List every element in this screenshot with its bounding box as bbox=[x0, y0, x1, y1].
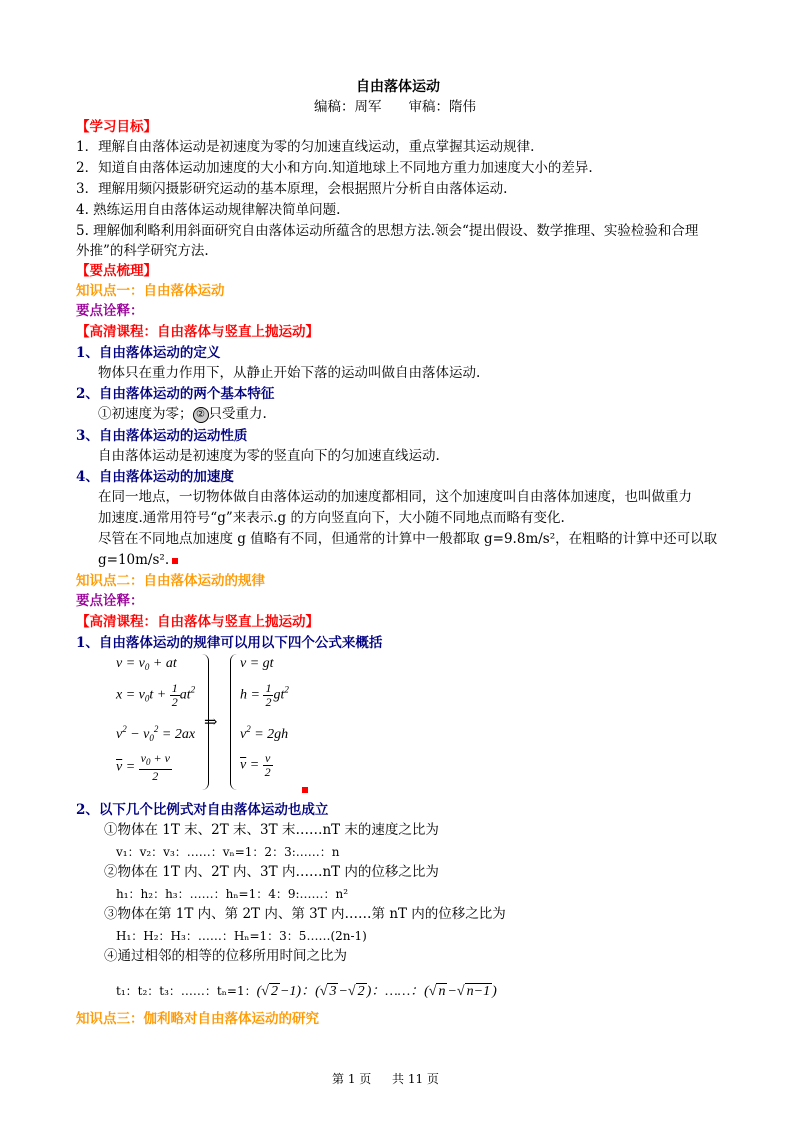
formula-free-velocity: v = gt bbox=[240, 656, 274, 671]
para-acceleration-2: 加速度.通常用符号“g”来表示.g 的方向竖直向下，大小随不同地点而略有变化. bbox=[98, 510, 565, 526]
formula-general-displacement: $x = v_0t$ + $\frac{1}{2}$ $at^2$ bbox=[116, 681, 196, 709]
ratio-2-formula: h₁：h₂：h₃：……：hₙ=1：4：9:……：n² bbox=[116, 887, 349, 901]
heading-formulas: 1、自由落体运动的规律可以用以下四个公式来概括 bbox=[76, 635, 383, 651]
feature-2: 只受重力. bbox=[208, 406, 267, 422]
circled-two-icon: ② bbox=[193, 407, 209, 423]
ratio-3-text: ③物体在第 1T 内、第 2T 内、第 3T 内……第 nT 内的位移之比为 bbox=[104, 906, 506, 922]
ratio-2-text: ②物体在 1T 内、2T 内、3T 内……nT 内的位移之比为 bbox=[104, 864, 439, 880]
knowledge-point-2: 知识点二：自由落体运动的规律 bbox=[76, 573, 265, 589]
ratio-4-formula bbox=[116, 982, 497, 1001]
goals-header: 【学习目标】 bbox=[76, 119, 157, 135]
para-features bbox=[98, 405, 267, 423]
ratio-4-prefix: t₁：t₂：t₃：……：tₙ=1： bbox=[116, 984, 257, 998]
implies-arrow-icon: ⇒ bbox=[204, 712, 218, 731]
ratio-4-text: ④通过相邻的相等的位移所用时间之比为 bbox=[104, 948, 347, 964]
para-nature: 自由落体运动是初速度为零的竖直向下的匀加速直线运动. bbox=[98, 448, 440, 464]
ratio-4-sqrt-terms: (√ 2 −1)：(√ 3 −√ 2 )：……：(√ n −√ n−1 ) bbox=[256, 984, 497, 999]
heading-ratios: 2、以下几个比例式对自由落体运动也成立 bbox=[76, 802, 329, 818]
heading-acceleration: 4、自由落体运动的加速度 bbox=[76, 469, 234, 485]
formula-free-vsquared: $v^2 = 2gh$ bbox=[240, 724, 289, 742]
g-approx-value: g=10m/s². bbox=[98, 552, 170, 568]
goal-2: 2．知道自由落体运动加速度的大小和方向.知道地球上不同地方重力加速度大小的差异. bbox=[76, 160, 593, 176]
formula-block bbox=[112, 654, 312, 794]
goal-3: 3．理解用频闪摄影研究运动的基本原理，会根据照片分析自由落体运动. bbox=[76, 181, 508, 197]
para-definition: 物体只在重力作用下，从静止开始下落的运动叫做自由落体运动. bbox=[98, 365, 481, 381]
formula-general-vsquared: $v^2 - v_0^2 = 2ax$ bbox=[116, 724, 196, 743]
key-point-explain-1: 要点诠释： bbox=[76, 303, 144, 319]
heading-definition: 1、自由落体运动的定义 bbox=[76, 345, 221, 361]
knowledge-point-1: 知识点一：自由落体运动 bbox=[76, 283, 225, 299]
knowledge-point-3: 知识点三：伽利略对自由落体运动的研究 bbox=[76, 1011, 319, 1027]
summary-header: 【要点梳理】 bbox=[76, 263, 157, 279]
goal-5-cont: 外推”的科学研究方法. bbox=[76, 243, 209, 259]
course-link-2: 【高清课程：自由落体与竖直上抛运动】 bbox=[76, 614, 319, 630]
heading-nature: 3、自由落体运动的运动性质 bbox=[76, 428, 248, 444]
footer-total-pages: 共 11 页 bbox=[392, 1072, 439, 1086]
formula-general-average: $\overline{v}$ = $\frac{v_0 + v}{2}$ bbox=[116, 751, 170, 783]
goal-1: 1．理解自由落体运动是初速度为零的匀加速直线运动，重点掌握其运动规律. bbox=[76, 139, 535, 155]
formula-free-height: h = $\frac{1}{2}$ $gt^2$ bbox=[240, 681, 289, 709]
goal-4: 4. 熟练运用自由落体运动规律解决简单问题. bbox=[76, 202, 341, 218]
page-title: 自由落体运动 bbox=[356, 79, 440, 95]
editors-line: 编稿：周军 审稿：隋伟 bbox=[314, 99, 476, 115]
feature-1: ①初速度为零； bbox=[98, 406, 193, 422]
footer-page-number: 第 1 页 bbox=[332, 1072, 372, 1086]
formula-end-marker-icon bbox=[302, 787, 308, 793]
left-brace bbox=[230, 654, 237, 790]
ratio-1-text: ①物体在 1T 末、2T 末、3T 末……nT 末的速度之比为 bbox=[104, 822, 439, 838]
end-marker-icon bbox=[172, 558, 178, 564]
heading-features: 2、自由落体运动的两个基本特征 bbox=[76, 386, 275, 402]
para-acceleration-3: 尽管在不同地点加速度 g 值略有不同，但通常的计算中一般都取 g=9.8m/s²，在粗略的计算中还可以取 bbox=[98, 531, 718, 547]
key-point-explain-2: 要点诠释： bbox=[76, 593, 144, 609]
para-acceleration-4 bbox=[98, 551, 178, 569]
formula-free-average: $\overline{v}$ = $\frac{v}{2}$ bbox=[240, 751, 271, 779]
ratio-1-formula: v₁：v₂：v₃：……：vₙ=1：2：3:……：n bbox=[116, 845, 340, 859]
para-acceleration-1: 在同一地点，一切物体做自由落体运动的加速度都相同，这个加速度叫自由落体加速度，也叫做重力 bbox=[98, 489, 692, 505]
goal-5: 5. 理解伽利略利用斜面研究自由落体运动所蕴含的思想方法.领会“提出假设、数学推理、实验检验和合理 bbox=[76, 223, 699, 239]
ratio-3-formula: H₁：H₂：H₃：……：Hₙ=1：3：5……(2n-1) bbox=[116, 929, 367, 943]
formula-general-velocity: $v = v_0$ + at bbox=[116, 656, 177, 672]
course-link-1: 【高清课程：自由落体与竖直上抛运动】 bbox=[76, 324, 319, 340]
